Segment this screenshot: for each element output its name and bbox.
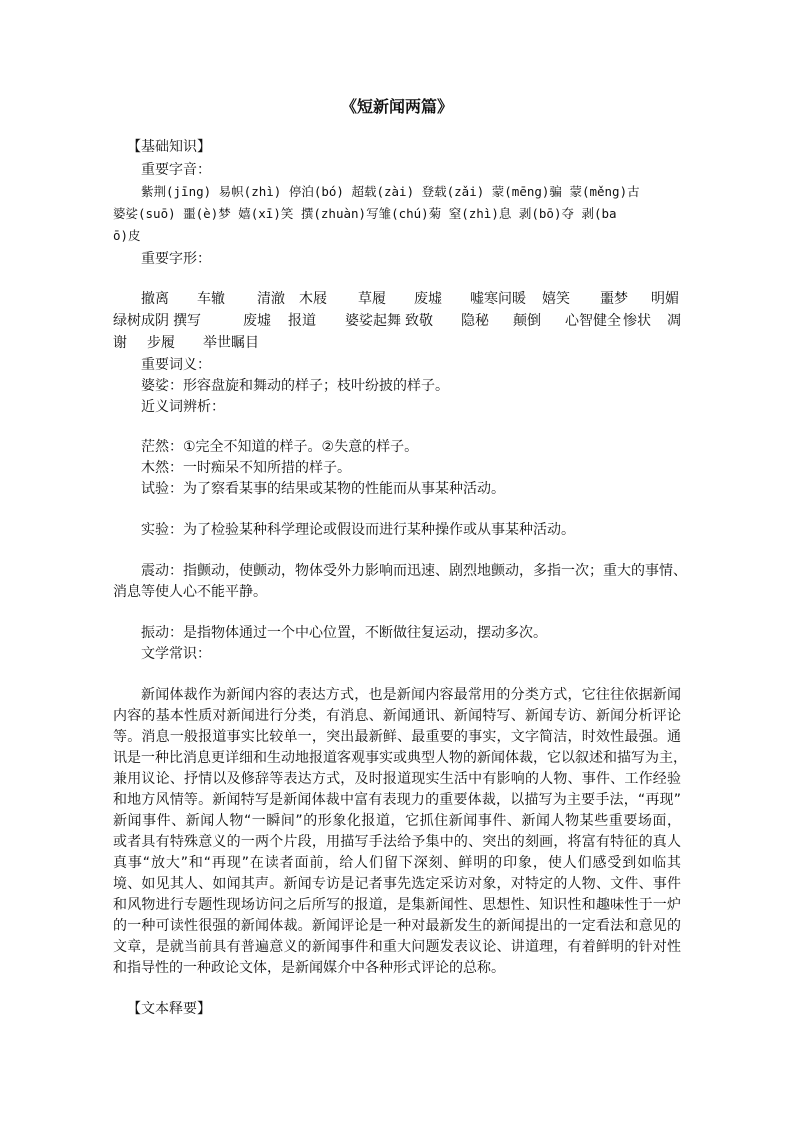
glyph-word: 明媚 [651,291,679,307]
glyph-word: 木屐 [299,291,327,307]
pronunciation-heading: 重要字音： [141,162,211,178]
glyph-word: 心智健全 [565,313,621,329]
word-meaning-line: 婆娑：形容盘旋和舞动的样子；枝叶纷披的样子。 [141,378,449,394]
literary-line: 或者具有特殊意义的一两个片段，用描写手法给予集中的、突出的刻画，将富有特征的真人 [113,834,681,850]
glyph-word: 谢 [113,335,127,351]
pronunciation-line: ō)皮 [113,228,141,243]
literary-line: 的一种可读性很强的新闻体裁。新闻评论是一种对最新发生的新闻提出的一定看法和意见的 [113,918,681,934]
glyph-word: 绿树成阴 [113,313,169,329]
glyph-word: 凋 [667,313,681,329]
glyph-word: 致敬 [405,313,433,329]
glyph-heading: 重要字形： [141,251,211,267]
literary-line: 兼用议论、抒情以及修辞等表达方式，及时报道现实生活中有影响的人物、事件、工作经验 [113,771,681,787]
glyph-row [113,289,681,309]
glyph-word: 废墟 [414,291,442,307]
synonym-zhendong-2: 振动：是指物体通过一个中心位置，不断做往复运动，摆动多次。 [141,625,547,641]
glyph-word: 草履 [358,291,386,307]
glyph-word: 车辙 [197,291,225,307]
pronunciation-line: 紫荆(jīng) 易帜(zhì) 停泊(bó) 超载(zài) 登载(zǎi) 蒙(mēng)骗 蒙(měng)古 [141,184,640,199]
glyph-word: 颠倒 [513,313,541,329]
literary-line: 文章，是就当前具有普遍意义的新闻事件和重大问题发表议论、讲道理，有着鲜明的针对性 [113,939,681,955]
literary-heading: 文学常识： [141,646,211,662]
page-title: 《短新闻两篇》 [340,97,453,116]
synonym-shiyan-experiment: 实验：为了检验某种科学理论或假设而进行某种操作或从事某种活动。 [141,522,575,538]
word-meaning-heading: 重要词义： [141,357,211,373]
synonym-heading: 近义词辨析： [141,399,225,415]
glyph-word: 隐秘 [461,313,489,329]
glyph-word: 嬉笑 [542,291,570,307]
synonym-zhendong-line: 消息等使人心不能平静。 [113,584,267,600]
glyph-word: 嘘寒问暖 [470,291,526,307]
glyph-word: 噩梦 [600,291,628,307]
synonym-mangran: 茫然：①完全不知道的样子。②失意的样子。 [141,439,419,455]
glyph-word: 步履 [147,335,175,351]
literary-line: 境、如见其人、如闻其声。新闻专访是记者事先选定采访对象，对特定的人物、文件、事件 [113,876,681,892]
pronunciation-line: 婆娑(suō) 噩(è)梦 嬉(xī)笑 撰(zhuàn)写雏(chú)菊 窒(zhì)息 剥(bō)夺 剥(ba [113,206,617,221]
synonym-muran: 木然：一时痴呆不知所措的样子。 [141,460,351,476]
literary-line: 新闻体裁作为新闻内容的表达方式，也是新闻内容最常用的分类方式，它往往依据新闻 [141,687,681,703]
glyph-row [113,311,681,331]
glyph-row [113,333,681,353]
glyph-word: 清澈 [257,291,285,307]
literary-line: 讯是一种比消息更详细和生动地报道客观事实或典型人物的新闻体裁，它以叙述和描写为主， [113,750,687,766]
literary-line: 等。消息一般报道事实比较单一，突出最新鲜、最重要的事实，文字简洁，时效性最强。通 [113,729,681,745]
basic-knowledge-heading: 【基础知识】 [127,139,211,155]
glyph-word: 举世瞩目 [203,335,259,351]
synonym-zhendong-line: 震动：指颤动，使颤动，物体受外力影响而迅速、剧烈地颤动，多指一次；重大的事情、 [141,563,687,579]
literary-line: 真事“放大”和“再现”在读者面前，给人们留下深刻、鲜明的印象，使人们感受到如临其 [113,855,681,871]
text-interpretation-heading: 【文本释要】 [127,1001,211,1017]
literary-line: 和风物进行专题性现场访问之后所写的报道，是集新闻性、思想性、知识性和趣味性于一炉 [113,897,681,913]
glyph-word: 撤离 [141,291,169,307]
literary-line: 和指导性的一种政论文体，是新闻媒介中各种形式评论的总称。 [113,960,505,976]
glyph-word: 惨状 [623,313,651,329]
literary-line: 和地方风情等。新闻特写是新闻体裁中富有表现力的重要体裁，以描写为主要手法，“再现” [113,792,681,808]
literary-line: 新闻事件、新闻人物“一瞬间”的形象化报道，它抓住新闻事件、新闻人物某些重要场面， [113,813,681,829]
glyph-word: 废墟 [243,313,271,329]
glyph-word: 报道 [288,313,316,329]
glyph-word: 撰写 [173,313,201,329]
literary-line: 内容的基本性质对新闻进行分类，有消息、新闻通讯、新闻特写、新闻专访、新闻分析评论 [113,708,681,724]
glyph-word: 婆娑起舞 [345,313,401,329]
synonym-shiyan-test: 试验：为了察看某事的结果或某物的性能而从事某种活动。 [141,481,505,497]
